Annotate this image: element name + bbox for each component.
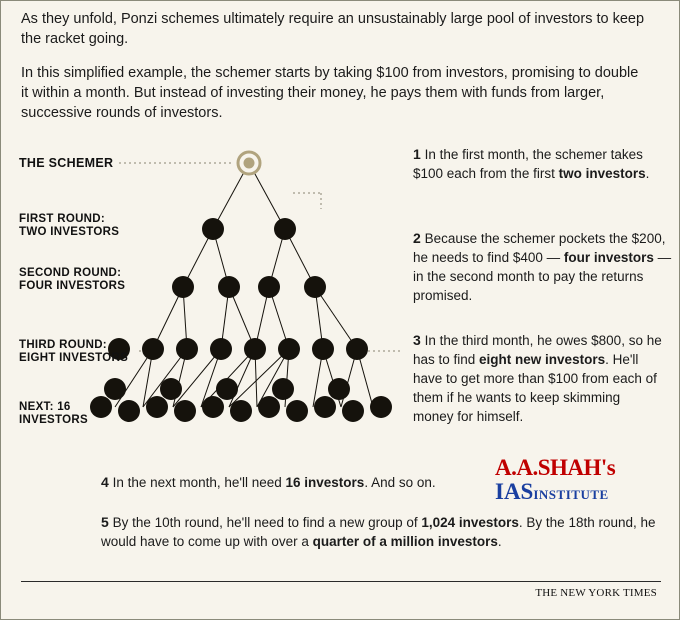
note-3: [413, 331, 663, 426]
label-third-round-line1: THIRD ROUND:: [19, 339, 107, 351]
third-round-nodes: [108, 338, 368, 360]
label-second-round-line1: SECOND ROUND:: [19, 267, 122, 279]
label-schemer: THE SCHEMER: [19, 156, 114, 170]
note-1-part1: In the first month, the schemer takes $100 each from the first: [413, 147, 643, 181]
note-2-part2: — in the second month to pay the returns promised.: [413, 250, 672, 303]
intro-paragraph-1: As they unfold, Ponzi schemes ultimately require an unsustainably large pool of investors to keep the racket going.: [21, 11, 645, 47]
footer-divider: [21, 581, 661, 582]
note-4-number: 4: [101, 474, 109, 490]
note-1-number: 1: [413, 146, 421, 162]
note-2: [413, 229, 675, 305]
leader-lines: [119, 163, 401, 351]
label-next-round-line1: NEXT: 16: [19, 401, 71, 413]
note-3-number: 3: [413, 332, 421, 348]
note-1: [413, 145, 671, 183]
note-5-bold1: 1,024 investors: [421, 515, 519, 530]
logo-institute-text: INSTITUTE: [533, 487, 609, 502]
label-first-round-line1: FIRST ROUND:: [19, 213, 106, 225]
note-3-part2: . He'll have to get more than $100 from each of them if he wants to keep skimming money for himself.: [413, 352, 657, 424]
note-5-part3: .: [497, 534, 502, 549]
label-second-round: [19, 267, 125, 293]
second-round-nodes: [172, 276, 326, 298]
first-round-nodes: [202, 218, 296, 240]
label-next-round-line2: INVESTORS: [19, 414, 88, 426]
source-credit: THE NEW YORK TIMES: [535, 587, 657, 599]
note-5: [101, 513, 661, 551]
label-third-round: [19, 339, 128, 365]
logo-line-1: A.A.SHAH's: [495, 455, 616, 480]
note-1-part2: .: [645, 166, 650, 181]
note-5-part2: . By the 18th round, he would have to come up with over a: [101, 515, 656, 549]
note-4-bold1: 16 investors: [285, 475, 365, 490]
note-2-bold1: four investors: [563, 250, 654, 265]
note-3-part1: In the third month, he owes $800, so he has to find: [413, 333, 662, 367]
note-1-bold1: two investors: [558, 166, 646, 181]
pyramid-connectors: [115, 163, 373, 407]
logo-ias-text: IAS: [495, 479, 534, 504]
label-second-round-line2: FOUR INVESTORS: [19, 280, 126, 292]
note-5-bold2: quarter of a million investors: [312, 534, 498, 549]
label-first-round: [19, 213, 119, 239]
aashah-ias-logo: [495, 456, 655, 503]
intro-paragraph-2: In this simplified example, the schemer starts by taking $100 from investors, promising to double it within a month. But instead of investing their money, he pays them with funds from larger, successive rounds of investors.: [21, 65, 639, 121]
note-5-number: 5: [101, 514, 109, 530]
intro-text: [21, 9, 649, 137]
ponzi-pyramid-diagram: [1, 139, 401, 459]
note-4-part2: . And so on.: [364, 475, 436, 490]
label-third-round-line2: EIGHT INVESTORS: [19, 352, 129, 364]
fourth-round-nodes: [90, 378, 392, 422]
note-2-number: 2: [413, 230, 421, 246]
logo-line-2: [495, 480, 655, 503]
note-2-part1: Because the schemer pockets the $200, he needs to find $400 —: [413, 231, 666, 265]
note-5-part1: By the 10th round, he'll need to find a new group of: [112, 515, 422, 530]
label-first-round-line2: TWO INVESTORS: [19, 226, 120, 238]
note-3-bold1: eight new investors: [479, 352, 606, 367]
note-4-part1: In the next month, he'll need: [112, 475, 286, 490]
label-next-round: [19, 401, 88, 427]
schemer-node: [238, 152, 260, 174]
